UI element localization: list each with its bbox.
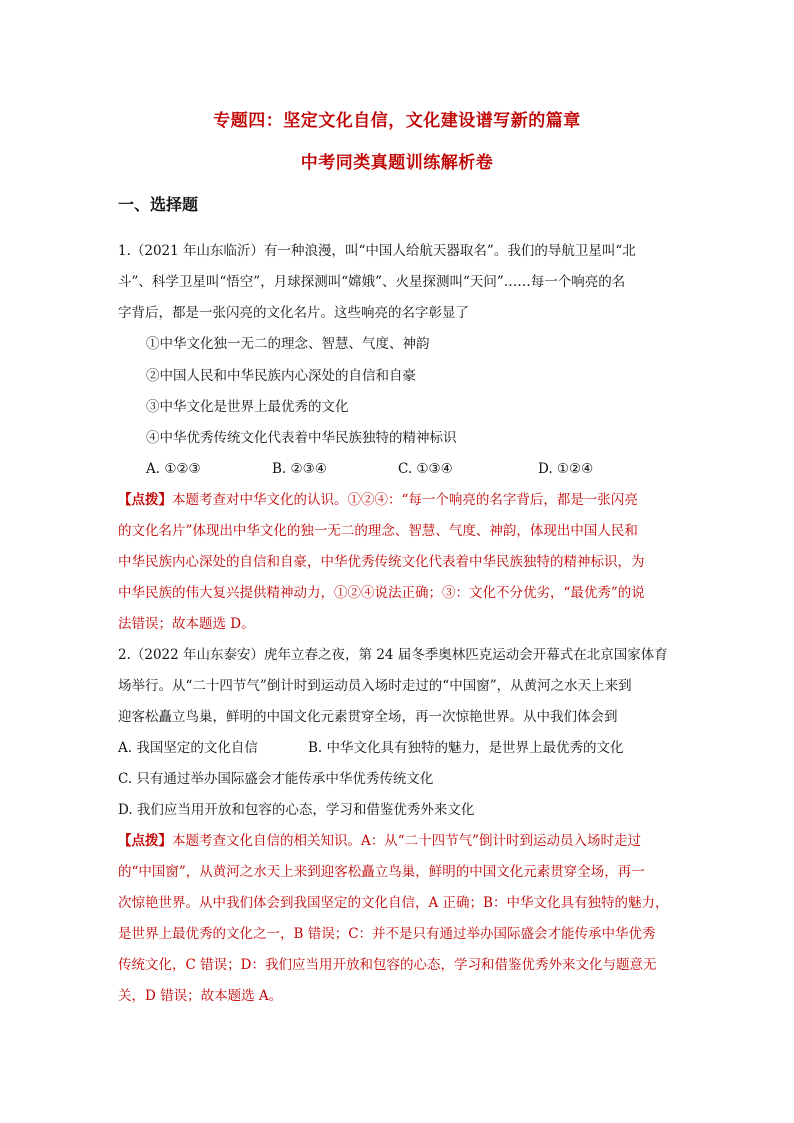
q1-analysis-line: 中华民族的伟大复兴提供精神动力，①②④说法正确；③：文化不分优劣，“最优秀”的说 (118, 585, 645, 601)
q2-analysis-tag: 【点拨】 (118, 833, 172, 849)
q2-stem-line: 2.（2022 年山东泰安）虎年立春之夜，第 24 届冬季奥林匹克运动会开幕式在北京国家体育 (118, 647, 668, 663)
q2-analysis-line (118, 831, 641, 851)
q1-analysis-text: 本题考查对中华文化的认识。①②④：“每一个响亮的名字背后，都是一张闪亮 (172, 492, 638, 508)
q1-option-a: A. ①②③ (146, 461, 201, 477)
q2-option-b: B. 中华文化具有独特的魅力，是世界上最优秀的文化 (308, 740, 624, 756)
q1-item: ④中华优秀传统文化代表着中华民族独特的精神标识 (146, 430, 457, 446)
q1-item: ③中华文化是世界上最优秀的文化 (146, 399, 349, 415)
q1-analysis-line (118, 490, 638, 510)
q1-stem-line: 1.（2021 年山东临沂）有一种浪漫，叫“中国人给航天器取名”。我们的导航卫星叫“北 (118, 243, 636, 259)
page-title: 专题四：坚定文化自信，文化建设谱写新的篇章 (213, 111, 581, 131)
q1-option-d: D. ①②④ (538, 461, 594, 477)
q2-analysis-line: 是世界上最优秀的文化之一，B 错误；C：并不是只有通过举办国际盛会才能传承中华优秀 (118, 926, 656, 942)
page-subtitle: 中考同类真题训练解析卷 (300, 153, 494, 173)
q1-option-b: B. ②③④ (272, 461, 327, 477)
q2-stem-line: 迎客松矗立鸟巢，鲜明的中国文化元素贯穿全场，再一次惊艳世界。从中我们体会到 (118, 709, 618, 725)
q2-option-a: A. 我国坚定的文化自信 (118, 740, 258, 756)
section-heading: 一、选择题 (118, 195, 199, 214)
q2-analysis-line: 关，D 错误；故本题选 A。 (118, 988, 283, 1004)
q2-analysis-line: 的“中国窗”，从黄河之水天上来到迎客松矗立鸟巢，鲜明的中国文化元素贯穿全场，再一 (118, 864, 645, 880)
q2-analysis-line: 次惊艳世界。从中我们体会到我国坚定的文化自信，A 正确；B：中华文化具有独特的魅力， (118, 895, 669, 911)
q1-option-c: C. ①③④ (398, 461, 453, 477)
q1-analysis-line: 法错误；故本题选 D。 (118, 616, 255, 632)
q2-option-d: D. 我们应当用开放和包容的心态，学习和借鉴优秀外来文化 (118, 802, 475, 818)
q1-analysis-line: 的文化名片”体现出中华文化的独一无二的理念、智慧、气度、神韵，体现出中国人民和 (118, 523, 638, 539)
q2-analysis-text: 本题考查文化自信的相关知识。A：从“二十四节气”倒计时到运动员入场时走过 (172, 833, 642, 849)
q1-stem-line: 斗”、科学卫星叫“悟空”，月球探测叫“嫦娥”、火星探测叫“天问”……每一个响亮的名 (118, 274, 626, 290)
q1-item: ①中华文化独一无二的理念、智慧、气度、神韵 (146, 336, 430, 352)
q1-stem-line: 字背后，都是一张闪亮的文化名片。这些响亮的名字彰显了 (118, 305, 469, 321)
q2-option-c: C. 只有通过举办国际盛会才能传承中华优秀传统文化 (118, 771, 434, 787)
q2-stem-line: 场举行。从“二十四节气”倒计时到运动员入场时走过的“中国窗”，从黄河之水天上来到 (118, 678, 632, 694)
q1-analysis-tag: 【点拨】 (118, 492, 172, 508)
q1-analysis-line: 中华民族内心深处的自信和自豪，中华优秀传统文化代表着中华民族独特的精神标识，为 (118, 554, 645, 570)
q2-analysis-line: 传统文化，C 错误；D：我们应当用开放和包容的心态，学习和借鉴优秀外来文化与题意无 (118, 957, 657, 973)
q1-item: ②中国人民和中华民族内心深处的自信和自豪 (146, 368, 416, 384)
